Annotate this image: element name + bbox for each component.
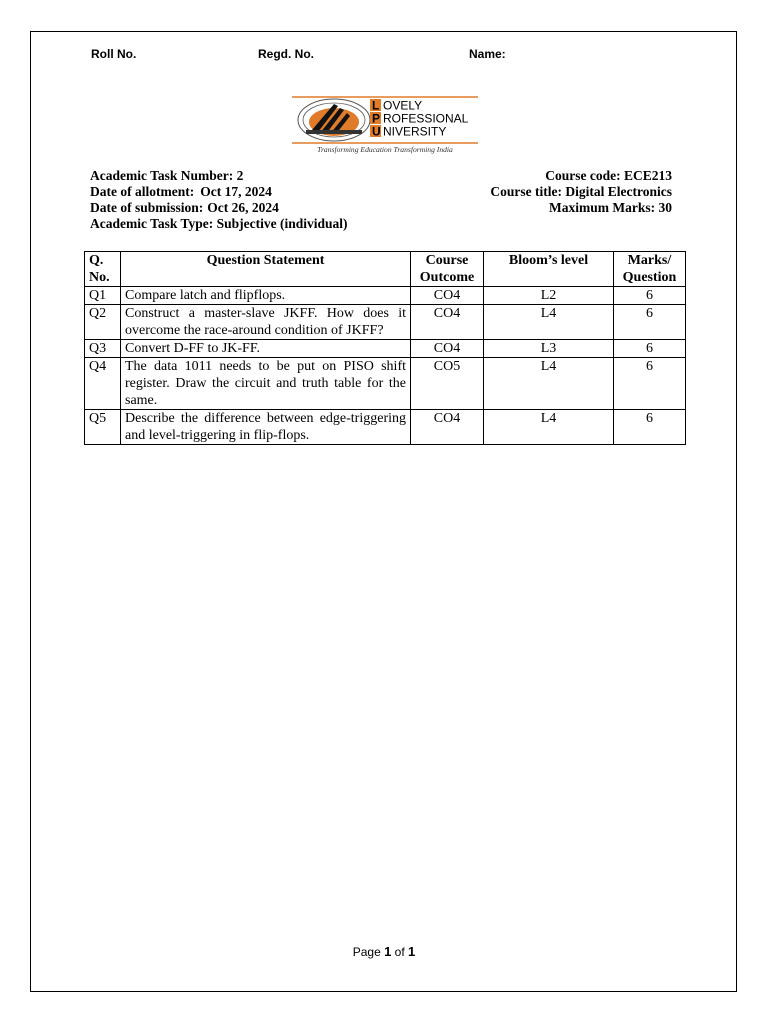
task-type: Academic Task Type: Subjective (individual) xyxy=(90,216,348,231)
logo-word-university: NIVERSITY xyxy=(383,124,447,139)
table-row xyxy=(85,287,686,305)
roll-no-label: Roll No. xyxy=(91,47,137,61)
cell-statement: Describe the difference between edge-triggering and level-triggering in flip-flops. xyxy=(121,410,411,445)
university-logo xyxy=(292,96,478,156)
submission-date: Oct 26, 2024 xyxy=(207,200,279,215)
footer-page-word: Page xyxy=(352,945,381,959)
table-header-row xyxy=(85,252,686,287)
cell-marks: 6 xyxy=(614,305,686,340)
cell-statement: Convert D-FF to JK-FF. xyxy=(121,340,411,358)
page-footer xyxy=(0,944,768,959)
table-row xyxy=(85,358,686,410)
cell-marks: 6 xyxy=(614,287,686,305)
name-label: Name: xyxy=(469,47,506,61)
cell-outcome: CO4 xyxy=(411,305,484,340)
logo-letter-u: U xyxy=(372,124,381,139)
cell-qno: Q3 xyxy=(85,340,121,358)
cell-marks: 6 xyxy=(614,340,686,358)
allotment-label: Date of allotment: xyxy=(90,184,195,199)
table-row xyxy=(85,410,686,445)
logo-word-lovely: OVELY xyxy=(383,98,423,113)
cell-statement: The data 1011 needs to be put on PISO shift register. Draw the circuit and truth table for the same. xyxy=(121,358,411,410)
regd-no-label: Regd. No. xyxy=(258,47,314,61)
logo-letter-p: P xyxy=(372,111,381,126)
cell-qno: Q1 xyxy=(85,287,121,305)
cell-marks: 6 xyxy=(614,358,686,410)
logo-tagline: Transforming Education Transforming India xyxy=(317,145,453,154)
allotment-row xyxy=(90,184,348,200)
cell-marks: 6 xyxy=(614,410,686,445)
logo-emblem xyxy=(298,99,370,141)
max-marks: Maximum Marks: 30 xyxy=(549,200,672,215)
course-code: Course code: ECE213 xyxy=(545,168,672,183)
header-statement: Question Statement xyxy=(121,252,411,287)
cell-outcome: CO4 xyxy=(411,410,484,445)
header-outcome: Course Outcome xyxy=(411,252,484,287)
cell-qno: Q2 xyxy=(85,305,121,340)
header-qno: Q. No. xyxy=(85,252,121,287)
question-table xyxy=(84,251,686,445)
cell-statement: Compare latch and flipflops. xyxy=(121,287,411,305)
header-marks: Marks/ Question xyxy=(614,252,686,287)
cell-bloom: L4 xyxy=(484,410,614,445)
task-info-right xyxy=(490,168,672,216)
table-row xyxy=(85,305,686,340)
course-title: Course title: Digital Electronics xyxy=(490,184,672,199)
cell-statement: Construct a master-slave JKFF. How does it overcome the race-around condition of JKFF? xyxy=(121,305,411,340)
footer-of-word: of xyxy=(394,945,405,959)
cell-bloom: L4 xyxy=(484,358,614,410)
footer-page-total: 1 xyxy=(408,944,416,959)
cell-bloom: L3 xyxy=(484,340,614,358)
table-row xyxy=(85,340,686,358)
logo-letter-l: L xyxy=(372,98,380,113)
cell-qno: Q5 xyxy=(85,410,121,445)
cell-qno: Q4 xyxy=(85,358,121,410)
cell-outcome: CO4 xyxy=(411,340,484,358)
submission-row xyxy=(90,200,348,216)
allotment-date: Oct 17, 2024 xyxy=(200,184,272,199)
cell-bloom: L4 xyxy=(484,305,614,340)
task-info-left xyxy=(90,168,348,232)
footer-page-current: 1 xyxy=(384,944,392,959)
cell-outcome: CO5 xyxy=(411,358,484,410)
logo-word-professional: ROFESSIONAL xyxy=(383,111,469,126)
cell-outcome: CO4 xyxy=(411,287,484,305)
cell-bloom: L2 xyxy=(484,287,614,305)
header-bloom: Bloom’s level xyxy=(484,252,614,287)
submission-label: Date of submission: xyxy=(90,200,204,215)
task-number: Academic Task Number: 2 xyxy=(90,168,244,183)
